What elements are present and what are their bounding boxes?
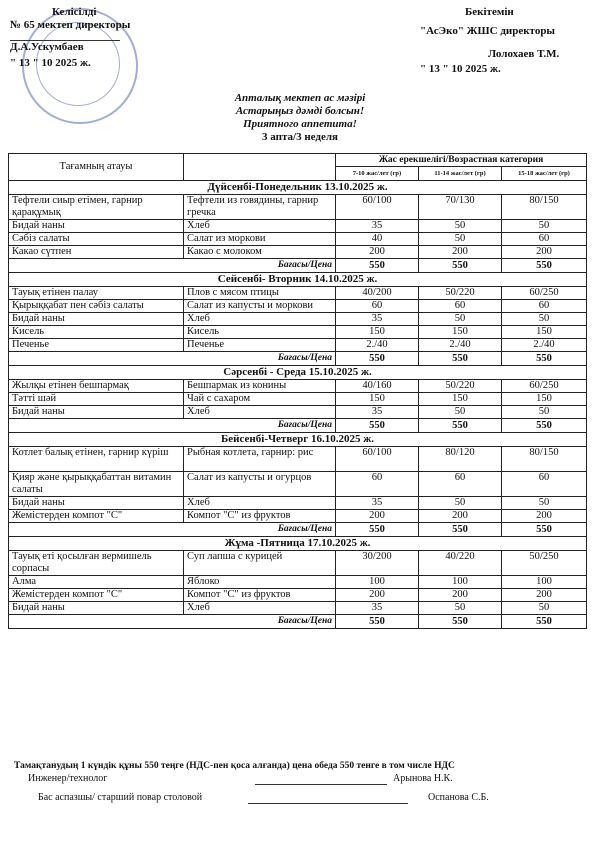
portion-11-14: 60 (419, 472, 502, 497)
portion-15-18: 50 (502, 313, 587, 326)
price-11-14: 550 (419, 419, 502, 433)
dish-name-ru: Салат из капусты и моркови (184, 300, 336, 313)
day-title: Дүйсенбі-Понедельник 13.10.2025 ж. (9, 181, 587, 195)
dish-name-kz: Алма (9, 576, 184, 589)
menu-title-block (150, 92, 450, 144)
dish-name-ru: Хлеб (184, 497, 336, 510)
portion-7-10: 35 (336, 497, 419, 510)
price-15-18: 550 (502, 259, 587, 273)
dish-name-ru: Хлеб (184, 602, 336, 615)
dish-name-ru: Компот "С" из фруктов (184, 589, 336, 602)
portion-7-10: 150 (336, 393, 419, 406)
dish-name-kz: Қияр және қырыққабаттан витамин салаты (9, 472, 184, 497)
menu-item-row (9, 246, 587, 259)
approval-right-date: " 13 " 10 2025 ж. (420, 63, 501, 75)
dish-name-ru: Рыбная котлета, гарнир: рис (184, 447, 336, 472)
menu-item-row (9, 233, 587, 246)
price-label: Бағасы/Цена (9, 352, 336, 366)
approval-left-line2: № 65 мектеп директоры (10, 19, 131, 31)
portion-15-18: 200 (502, 246, 587, 259)
dish-name-kz: Бидай наны (9, 602, 184, 615)
portion-7-10: 40/160 (336, 380, 419, 393)
menu-item-row (9, 576, 587, 589)
dish-name-ru: Хлеб (184, 313, 336, 326)
portion-15-18: 80/150 (502, 447, 587, 472)
price-15-18: 550 (502, 523, 587, 537)
dish-name-kz: Печенье (9, 339, 184, 352)
menu-table-body (9, 181, 587, 629)
price-row (9, 352, 587, 366)
price-7-10: 550 (336, 419, 419, 433)
dish-name-ru: Чай с сахаром (184, 393, 336, 406)
portion-15-18: 60 (502, 233, 587, 246)
menu-item-row (9, 313, 587, 326)
portion-11-14: 150 (419, 393, 502, 406)
dish-name-kz: Қырыққабат пен сәбіз салаты (9, 300, 184, 313)
menu-week: 3 апта/3 неделя (262, 131, 338, 143)
price-7-10: 550 (336, 259, 419, 273)
portion-11-14: 200 (419, 510, 502, 523)
portion-15-18: 150 (502, 326, 587, 339)
dish-name-kz: Бидай наны (9, 220, 184, 233)
portion-7-10: 40 (336, 233, 419, 246)
menu-item-row (9, 589, 587, 602)
menu-item-row (9, 287, 587, 300)
dish-name-kz: Тауық еті қосылған вермишель сорпасы (9, 551, 184, 576)
portion-11-14: 70/130 (419, 195, 502, 220)
dish-name-ru: Хлеб (184, 220, 336, 233)
portion-11-14: 150 (419, 326, 502, 339)
day-title: Жұма -Пятница 17.10.2025 ж. (9, 537, 587, 551)
footer-note: Тамақтанудың 1 күндік құны 550 теңге (НДС-пен қоса алғанда) цена обеда 550 тенге в том числе НДС (14, 761, 455, 771)
day-header-row (9, 433, 587, 447)
price-label: Бағасы/Цена (9, 419, 336, 433)
dish-name-ru: Суп лапша с курицей (184, 551, 336, 576)
dish-name-kz: Тәтті шәй (9, 393, 184, 406)
dish-name-kz: Тефтели сиыр етімен, гарнир қарақұмық (9, 195, 184, 220)
portion-15-18: 100 (502, 576, 587, 589)
portion-15-18: 150 (502, 393, 587, 406)
menu-item-row (9, 447, 587, 472)
price-row (9, 259, 587, 273)
portion-7-10: 200 (336, 510, 419, 523)
portion-15-18: 200 (502, 589, 587, 602)
price-11-14: 550 (419, 523, 502, 537)
portion-11-14: 100 (419, 576, 502, 589)
dish-name-kz: Сәбіз салаты (9, 233, 184, 246)
portion-15-18: 50 (502, 406, 587, 419)
footer-cook-name: Оспанова С.Б. (428, 792, 489, 803)
portion-7-10: 40/200 (336, 287, 419, 300)
price-label: Бағасы/Цена (9, 615, 336, 629)
portion-11-14: 50 (419, 497, 502, 510)
day-header-row (9, 273, 587, 287)
dish-name-ru: Какао с молоком (184, 246, 336, 259)
footer-engineer-label: Инженер/технолог (28, 773, 108, 784)
menu-item-row (9, 220, 587, 233)
dish-name-kz: Бидай наны (9, 406, 184, 419)
dish-name-kz: Какао сүтпен (9, 246, 184, 259)
price-row (9, 615, 587, 629)
header-cat-15-18: 15-18 жас/лет (гр) (502, 167, 587, 181)
dish-name-kz: Кисель (9, 326, 184, 339)
day-title: Сәрсенбі - Среда 15.10.2025 ж. (9, 366, 587, 380)
menu-item-row (9, 195, 587, 220)
portion-7-10: 100 (336, 576, 419, 589)
portion-11-14: 50 (419, 406, 502, 419)
menu-item-row (9, 406, 587, 419)
price-11-14: 550 (419, 259, 502, 273)
portion-11-14: 200 (419, 589, 502, 602)
approval-right-line1: Бекітемін (465, 6, 514, 18)
header-age-category: Жас ерекшелігі/Возрастная категория (336, 154, 587, 167)
dish-name-kz: Жемістерден компот "С" (9, 589, 184, 602)
portion-15-18: 60 (502, 300, 587, 313)
portion-7-10: 35 (336, 406, 419, 419)
dish-name-kz: Котлет балық етінен, гарнир күріш (9, 447, 184, 472)
portion-15-18: 60/250 (502, 380, 587, 393)
approval-right (420, 6, 600, 76)
portion-11-14: 50 (419, 220, 502, 233)
menu-wish-kz: Астарыңыз дәмді болсын! (235, 105, 365, 117)
approval-left (10, 6, 170, 70)
day-header-row (9, 366, 587, 380)
approval-left-date: " 13 " 10 2025 ж. (10, 57, 91, 69)
menu-item-row (9, 472, 587, 497)
dish-name-kz: Жемістерден компот "С" (9, 510, 184, 523)
price-15-18: 550 (502, 615, 587, 629)
portion-15-18: 50 (502, 220, 587, 233)
header-blank (184, 154, 336, 181)
dish-name-ru: Плов с мясом птицы (184, 287, 336, 300)
engineer-signature-line (255, 784, 387, 785)
dish-name-ru: Салат из капусты и огурцов (184, 472, 336, 497)
dish-name-kz: Бидай наны (9, 313, 184, 326)
approval-right-line3: Лолохаев Т.М. (488, 48, 560, 60)
dish-name-kz: Тауық етінен палау (9, 287, 184, 300)
price-15-18: 550 (502, 352, 587, 366)
portion-7-10: 60 (336, 300, 419, 313)
day-title: Сейсенбі- Вторник 14.10.2025 ж. (9, 273, 587, 287)
footer-cook-label: Бас аспазшы/ старший повар столовой (38, 792, 203, 803)
portion-15-18: 60 (502, 472, 587, 497)
menu-item-row (9, 551, 587, 576)
portion-15-18: 200 (502, 510, 587, 523)
menu-table (8, 153, 587, 629)
price-7-10: 550 (336, 615, 419, 629)
dish-name-ru: Хлеб (184, 406, 336, 419)
price-11-14: 550 (419, 352, 502, 366)
menu-item-row (9, 602, 587, 615)
price-row (9, 419, 587, 433)
dish-name-ru: Тефтели из говядины, гарнир гречка (184, 195, 336, 220)
footer-engineer-name: Арынова Н.К. (393, 773, 453, 784)
portion-11-14: 50 (419, 233, 502, 246)
menu-item-row (9, 497, 587, 510)
portion-7-10: 35 (336, 313, 419, 326)
menu-item-row (9, 300, 587, 313)
portion-7-10: 60 (336, 472, 419, 497)
cook-signature-line (248, 803, 408, 804)
portion-15-18: 60/250 (502, 287, 587, 300)
price-15-18: 550 (502, 419, 587, 433)
menu-item-row (9, 510, 587, 523)
portion-7-10: 2./40 (336, 339, 419, 352)
day-title: Бейсенбі-Четверг 16.10.2025 ж. (9, 433, 587, 447)
portion-11-14: 40/220 (419, 551, 502, 576)
price-7-10: 550 (336, 523, 419, 537)
portion-11-14: 60 (419, 300, 502, 313)
portion-15-18: 80/150 (502, 195, 587, 220)
portion-7-10: 200 (336, 246, 419, 259)
header-name-kz: Тағамның атауы (9, 154, 184, 181)
menu-title-kz: Апталық мектеп ас мәзірі (234, 92, 366, 104)
menu-item-row (9, 393, 587, 406)
price-7-10: 550 (336, 352, 419, 366)
dish-name-ru: Кисель (184, 326, 336, 339)
day-header-row (9, 537, 587, 551)
portion-15-18: 50 (502, 602, 587, 615)
portion-7-10: 30/200 (336, 551, 419, 576)
portion-15-18: 2./40 (502, 339, 587, 352)
portion-15-18: 50 (502, 497, 587, 510)
menu-wish-ru: Приятного аппетита! (243, 118, 357, 130)
approval-right-line2: "АсЭко" ЖШС директоры (420, 25, 556, 37)
menu-item-row (9, 326, 587, 339)
day-header-row (9, 181, 587, 195)
price-row (9, 523, 587, 537)
portion-7-10: 60/100 (336, 195, 419, 220)
portion-15-18: 50/250 (502, 551, 587, 576)
portion-7-10: 200 (336, 589, 419, 602)
portion-11-14: 50 (419, 313, 502, 326)
dish-name-ru: Бешпармак из конины (184, 380, 336, 393)
dish-name-kz: Бидай наны (9, 497, 184, 510)
menu-item-row (9, 380, 587, 393)
portion-11-14: 80/120 (419, 447, 502, 472)
dish-name-kz: Жылқы етінен бешпармақ (9, 380, 184, 393)
portion-7-10: 35 (336, 220, 419, 233)
portion-11-14: 50 (419, 602, 502, 615)
approval-left-line3: Д.А.Ускумбаев (10, 40, 120, 54)
dish-name-ru: Печенье (184, 339, 336, 352)
portion-7-10: 150 (336, 326, 419, 339)
dish-name-ru: Яблоко (184, 576, 336, 589)
header-cat-11-14: 11-14 жас/лет (гр) (419, 167, 502, 181)
portion-11-14: 50/220 (419, 380, 502, 393)
portion-11-14: 50/220 (419, 287, 502, 300)
approval-left-line1: Келісілді (52, 6, 97, 18)
dish-name-ru: Салат из моркови (184, 233, 336, 246)
dish-name-ru: Компот "С" из фруктов (184, 510, 336, 523)
price-label: Бағасы/Цена (9, 523, 336, 537)
portion-11-14: 200 (419, 246, 502, 259)
portion-7-10: 60/100 (336, 447, 419, 472)
price-11-14: 550 (419, 615, 502, 629)
portion-11-14: 2./40 (419, 339, 502, 352)
portion-7-10: 35 (336, 602, 419, 615)
header-cat-7-10: 7-10 жас/лет (гр) (336, 167, 419, 181)
menu-item-row (9, 339, 587, 352)
price-label: Бағасы/Цена (9, 259, 336, 273)
